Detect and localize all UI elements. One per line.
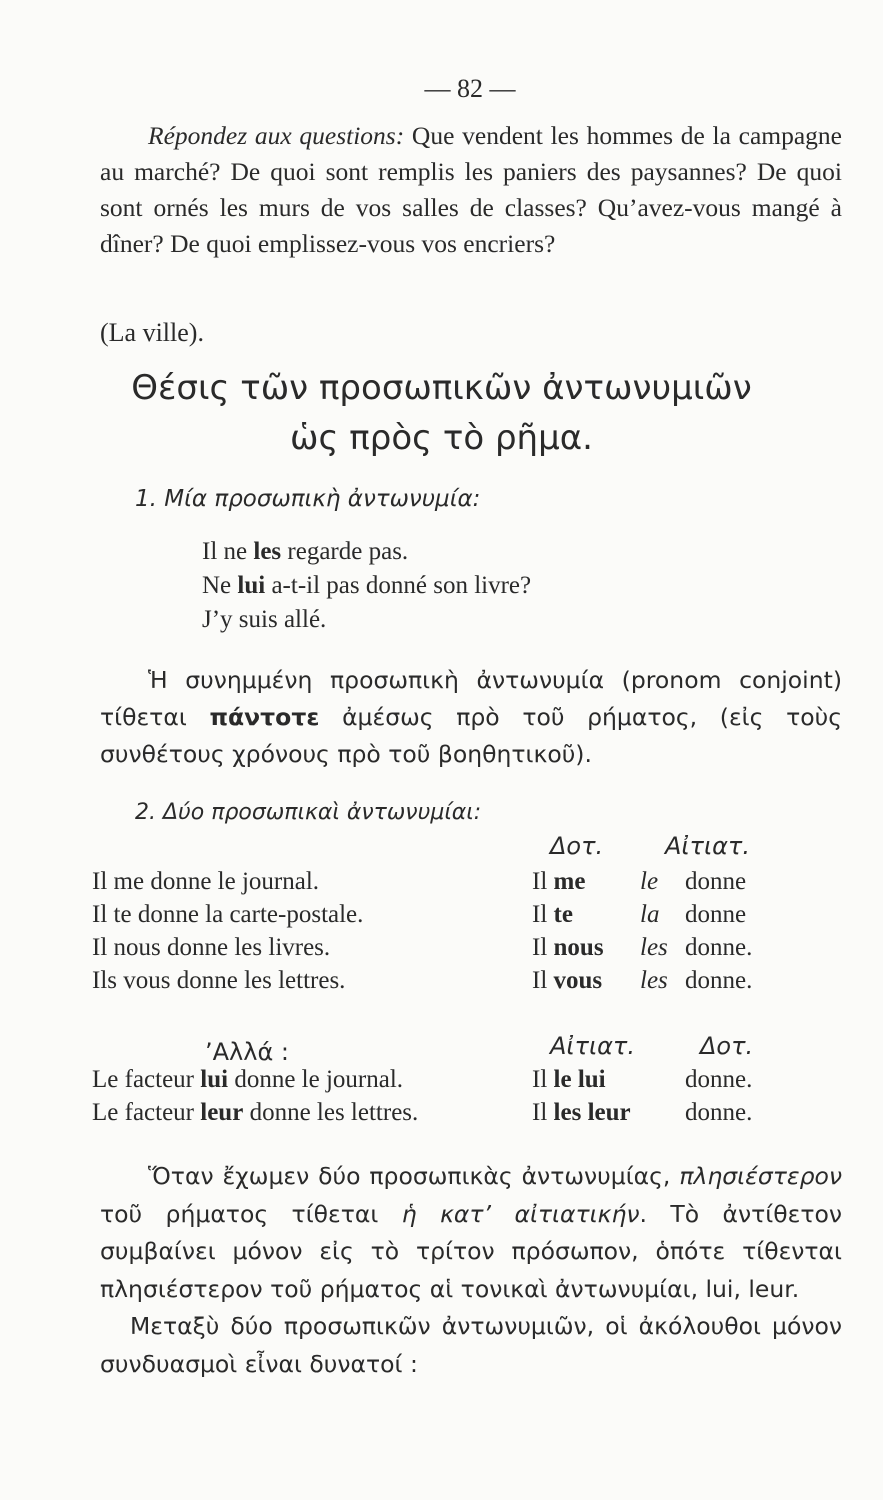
questions-source: (La ville). <box>100 318 204 347</box>
col2-dot-header: Δοτ. <box>700 1032 754 1060</box>
pair-right-3 <box>532 934 604 962</box>
pair-right-2 <box>532 901 573 929</box>
example-1-bold: les <box>253 538 282 565</box>
rule-a: Ἡ συνημμένη προσωπικὴ ἀντωνυμία (pronom conjoint) τίθεται <box>100 666 842 731</box>
example-2-c: a-t-il pas donné son livre? <box>265 572 532 599</box>
facteur-verb-2: donne. <box>685 1099 753 1126</box>
dative-pronoun: nous <box>553 934 604 961</box>
closing-1-italic-2: ἡ κατ’ αἰτιατικήν <box>401 1199 640 1228</box>
accusative-pronoun: les <box>553 1099 582 1126</box>
closing-1e: . Τὸ ἀντίθετον συμβαίνει μόνον εἰς τὸ τρίτον πρόσωπον, ὁπότε τίθενται πλησιέστερον τοῦ ρήματος αἱ τονικαὶ ἀντωνυμίαι, lui, leur. <box>100 1199 842 1303</box>
col2-ait-header: Αἰτιατ. <box>550 1032 636 1060</box>
col-ait-header: Αἰτιατ. <box>665 832 751 860</box>
pair-left-3: Il nous donne les livres. <box>92 934 331 961</box>
rule-c: ἀμέσως πρὸ τοῦ ρήματος, (εἰς τοὺς συνθέτους χρόνους πρὸ τοῦ βοηθητικοῦ). <box>100 703 842 768</box>
facteur-right-1 <box>532 1066 606 1094</box>
pronoun: Il <box>532 967 548 994</box>
pronoun: Il <box>532 934 548 961</box>
example-2 <box>202 572 531 600</box>
pair-left-4: Ils vous donne les lettres. <box>92 967 346 994</box>
questions-lead: Répondez aux questions: <box>148 121 405 150</box>
alla-label: ’Αλλά : <box>205 1038 289 1066</box>
rule-bold: πάντοτε <box>209 703 320 731</box>
accusative-pronoun: le <box>553 1066 572 1093</box>
accusative-1: le <box>640 868 659 895</box>
example-3: J’y suis allé. <box>202 606 327 633</box>
section2-title: 2. Δύο προσωπικαὶ ἀντωνυμίαι: <box>135 800 482 825</box>
pronoun: Il <box>532 868 548 895</box>
accusative-4: les <box>640 967 668 994</box>
page-number: — 82 — <box>424 74 516 103</box>
dative-pronoun: vous <box>553 967 603 994</box>
rule-paragraph <box>100 662 842 773</box>
example-2-bold: lui <box>237 572 266 599</box>
verb-3: donne. <box>685 934 753 961</box>
pair-right-1 <box>532 868 585 896</box>
closing-1c: τοῦ ρήματος τίθεται <box>100 1199 402 1228</box>
example-1 <box>202 538 408 566</box>
verb-4: donne. <box>685 967 753 994</box>
accusative-3: les <box>640 934 668 961</box>
dative-pronoun: me <box>553 868 586 895</box>
example-1-c: regarde pas. <box>281 538 409 565</box>
section1-title: 1. Μία προσωπικὴ ἀντωνυμία: <box>135 486 481 512</box>
questions-text: Que vendent les hommes de la campagne au marché? De quoi sont remplis les paniers des paysannes? De quoi sont ornés les murs de vos salles de classes? Qu’avez-vous mangé à dîner? De quoi emplissez-vous vos encriers? <box>100 121 842 258</box>
closing-paragraph-2: Μεταξὺ δύο προσωπικῶν ἀντωνυμιῶν, οἱ ἀκόλουθοι μόνον συνδυασμοὶ εἶναι δυνατοί : <box>100 1312 842 1378</box>
dative-pronoun: leur <box>587 1099 631 1126</box>
example-2-a: Ne <box>202 572 238 599</box>
pronoun: Il <box>532 1066 548 1093</box>
facteur-2-b: donne les lettres. <box>243 1099 419 1126</box>
pair-left-2: Il te donne la carte-postale. <box>92 901 364 928</box>
dative-pronoun: lui <box>577 1066 606 1093</box>
facteur-right-2 <box>532 1099 631 1127</box>
pronoun: Il <box>532 901 548 928</box>
facteur-1-bold: lui <box>200 1066 229 1093</box>
verb-1: donne <box>685 868 747 895</box>
closing-1-italic: πλησιέστερον <box>679 1162 842 1190</box>
dative-pronoun: te <box>553 901 573 928</box>
accusative-2: la <box>640 901 660 928</box>
closing-paragraph-1 <box>100 1158 842 1308</box>
facteur-2-a: Le facteur <box>92 1099 201 1126</box>
questions-paragraph <box>100 118 842 262</box>
facteur-1-b: donne le journal. <box>228 1066 404 1093</box>
pronoun: Il <box>532 1099 548 1126</box>
section-heading-line1: Θέσις τῶν προσωπικῶν ἀντωνυμιῶν <box>131 368 752 408</box>
section-heading-line2: ὡς πρὸς τὸ ρῆμα. <box>290 418 593 458</box>
example-1-a: Il ne <box>202 538 254 565</box>
col-dot-header: Δοτ. <box>550 832 604 860</box>
pair-right-4 <box>532 967 602 995</box>
facteur-2-bold: leur <box>200 1099 244 1126</box>
verb-2: donne <box>685 901 747 928</box>
facteur-1 <box>92 1066 403 1094</box>
closing-1a: Ὅταν ἔχωμεν δύο προσωπικὰς ἀντωνυμίας, <box>148 1162 680 1190</box>
facteur-2 <box>92 1099 418 1127</box>
facteur-1-a: Le facteur <box>92 1066 201 1093</box>
facteur-verb-1: donne. <box>685 1066 753 1093</box>
pair-left-1: Il me donne le journal. <box>92 868 320 895</box>
